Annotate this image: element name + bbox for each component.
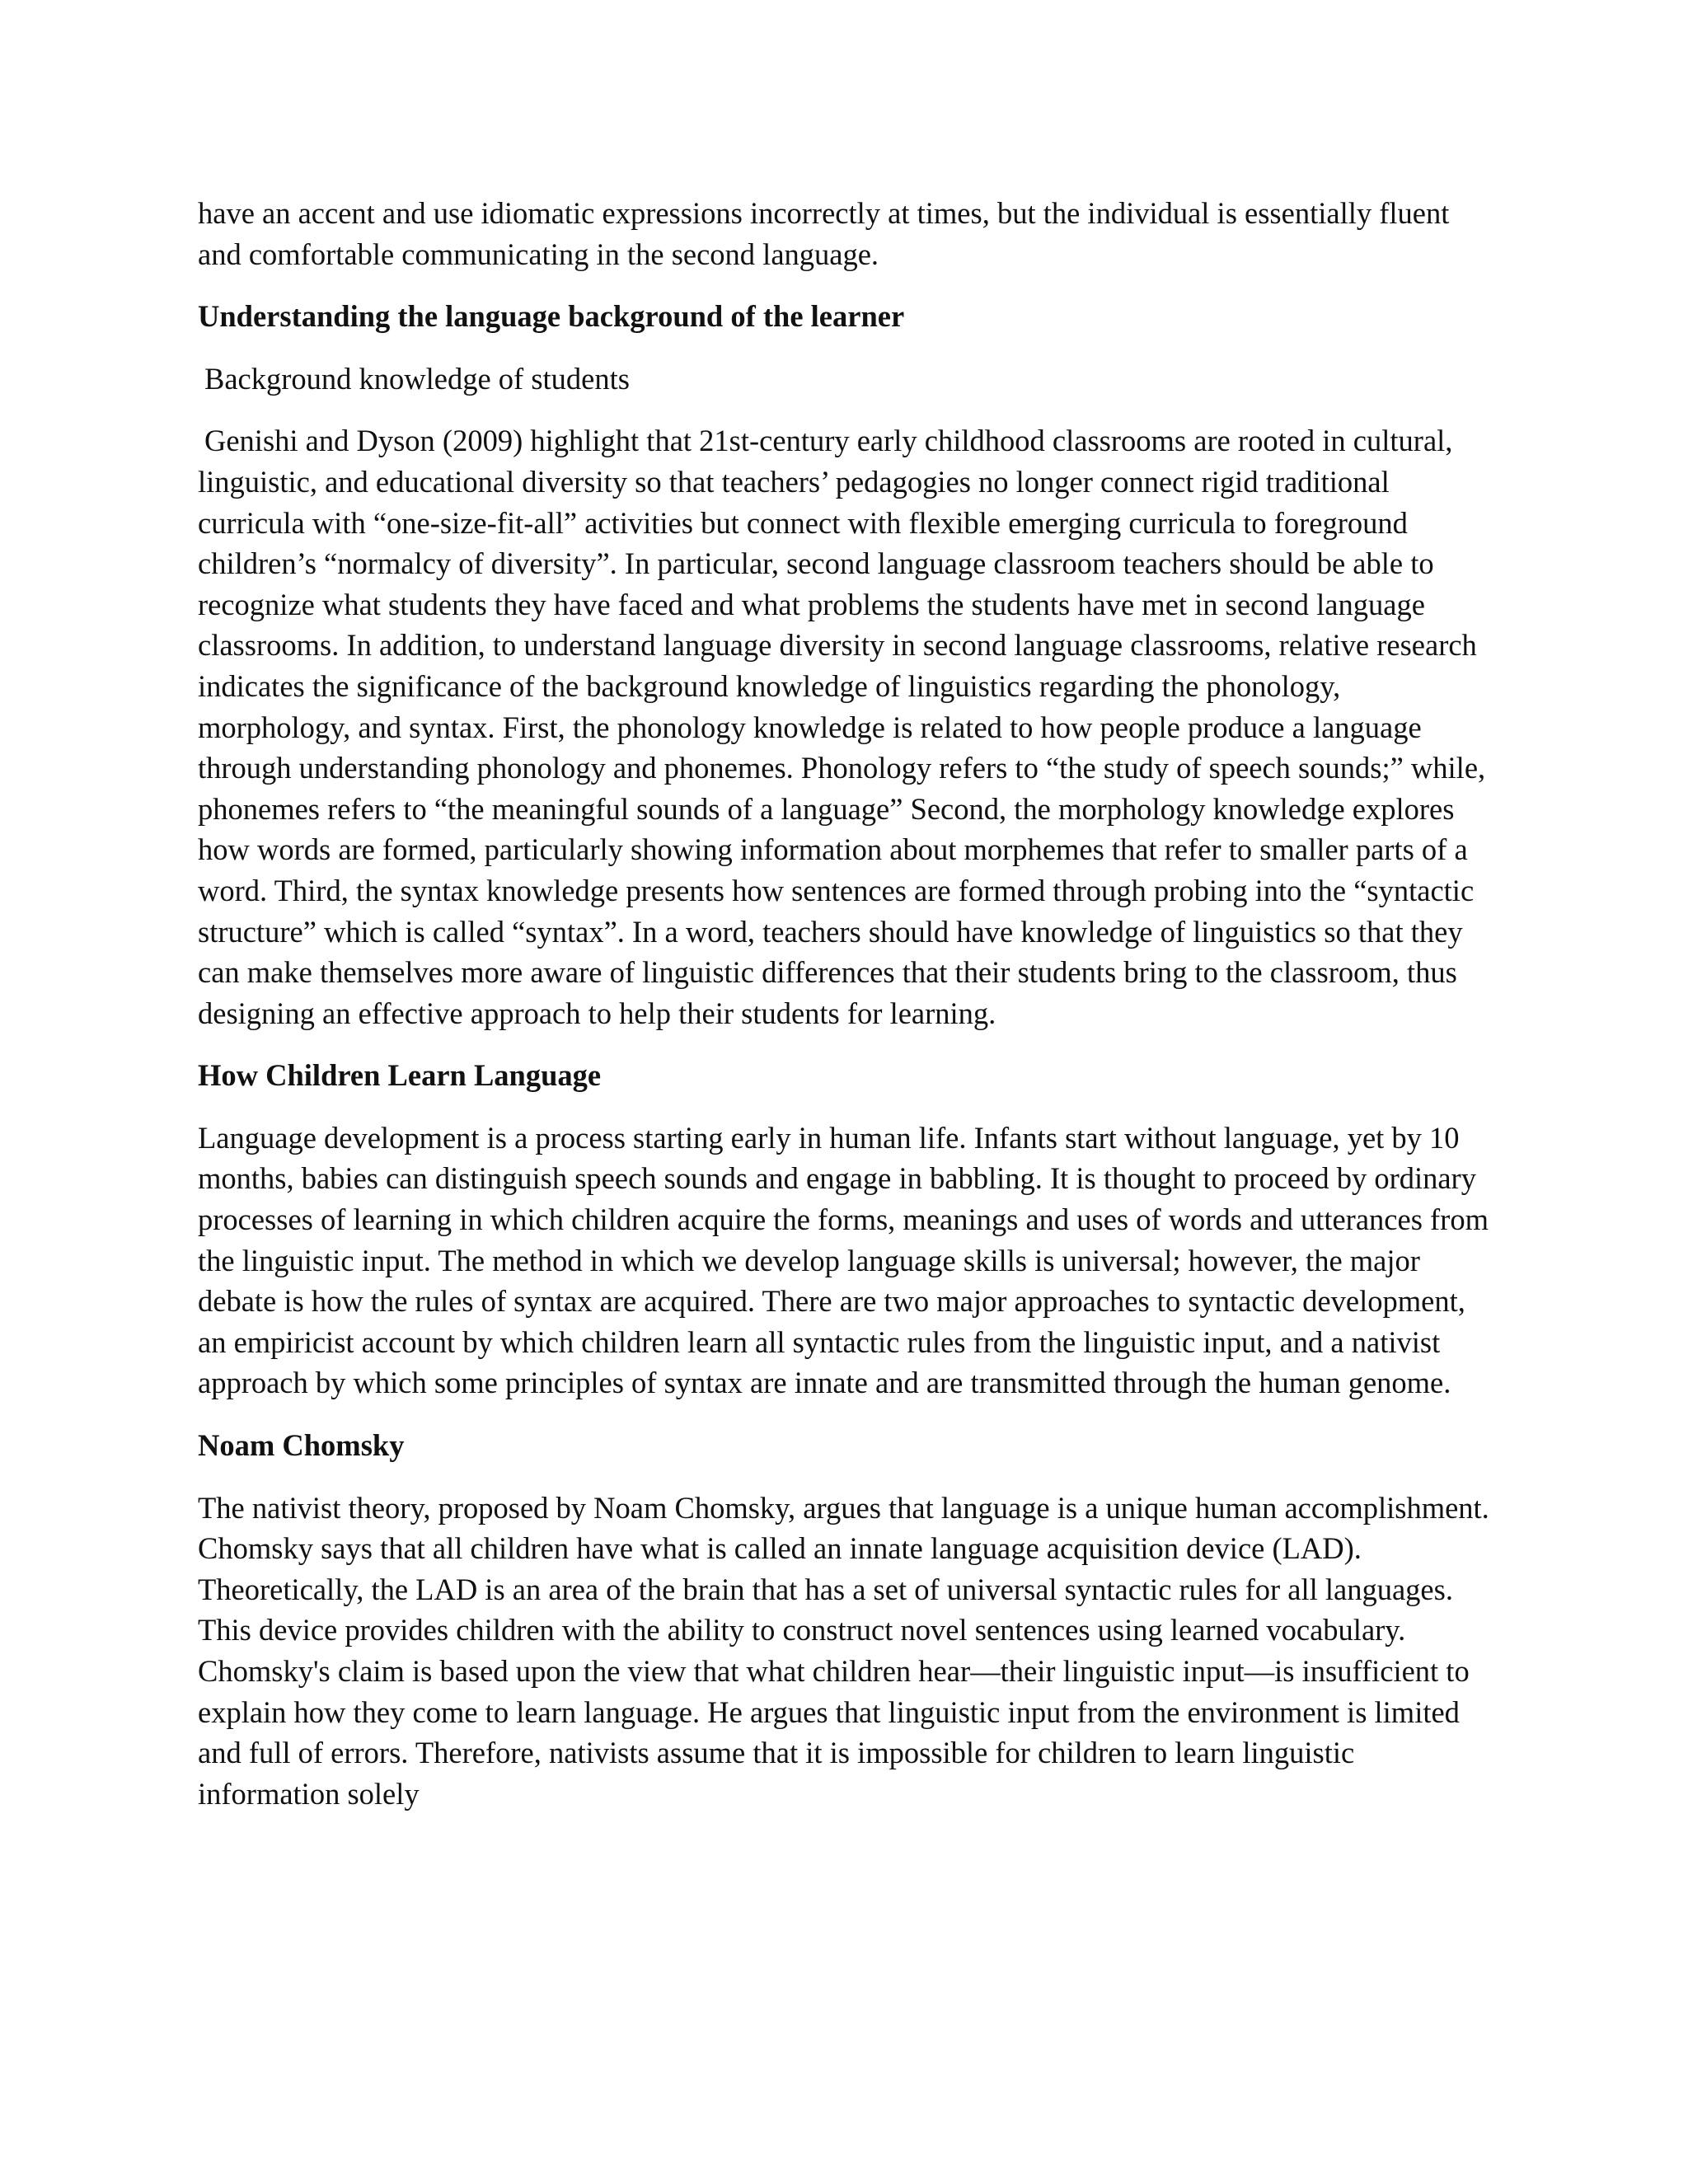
paragraph-noam-chomsky: The nativist theory, proposed by Noam Chomsky, argues that language is a unique human accomplishment. Chomsky says that all children have what is called an innate language acquisition device (LAD). Theoretically, the LAD is an area of the brain that has a set of universal syntactic rules for all languages. This device provides children with the ability to construct novel sentences using learned vocabulary. Chomsky's claim is based upon the view that what children hear—their linguistic input—is insufficient to explain how they come to learn language. He argues that linguistic input from the environment is limited and full of errors. Therefore, nativists assume that it is impossible for children to learn linguistic information solely bbox=[198, 1490, 1489, 1811]
intro-paragraph: have an accent and use idiomatic expressions incorrectly at times, but the individual is essentially fluent and comfortable communicating in the second language. bbox=[198, 196, 1450, 271]
paragraph-background-knowledge: Genishi and Dyson (2009) highlight that 21st-century early childhood classrooms are rooted in cultural, linguistic, and educational diversity so that teachers’ pedagogies no longer connect rigid traditional curricula with “one-size-fit-all” activities but connect with flexible emerging curricula to foreground children’s “normalcy of diversity”. In particular, second language classroom teachers should be able to recognize what students they have faced and what problems the students have met in second language classrooms. In addition, to understand language diversity in second language classrooms, relative research indicates the significance of the background knowledge of linguistics regarding the phonology, morphology, and syntax. First, the phonology knowledge is related to how people produce a language through understanding phonology and phonemes. Phonology refers to “the study of speech sounds;” while, phonemes refers to “the meaningful sounds of a language” Second, the morphology knowledge explores how words are formed, particularly showing information about morphemes that refer to smaller parts of a word. Third, the syntax knowledge presents how sentences are formed through probing into the “syntactic structure” which is called “syntax”. In a word, teachers should have knowledge of linguistics so that they can make themselves more aware of linguistic differences that their students bring to the classroom, thus designing an effective approach to help their students for learning. bbox=[198, 424, 1486, 1030]
subheading-background-knowledge: Background knowledge of students bbox=[204, 361, 630, 396]
paragraph-how-children-learn: Language development is a process starting early in human life. Infants start without language, yet by 10 months, babies can distinguish speech sounds and engage in babbling. It is thought to proceed by ordinary processes of learning in which children acquire the forms, meanings and uses of words and utterances from the linguistic input. The method in which we develop language skills is universal; however, the major debate is how the rules of syntax are acquired. There are two major approaches to syntactic development, an empiricist account by which children learn all syntactic rules from the linguistic input, and a nativist approach by which some principles of syntax are innate and are transmitted through the human genome. bbox=[198, 1120, 1489, 1400]
document-body bbox=[198, 193, 1496, 1835]
section-heading-language-background: Understanding the language background of the learner bbox=[198, 299, 905, 334]
section-heading-how-children-learn: How Children Learn Language bbox=[198, 1058, 602, 1093]
section-heading-noam-chomsky: Noam Chomsky bbox=[198, 1428, 405, 1463]
